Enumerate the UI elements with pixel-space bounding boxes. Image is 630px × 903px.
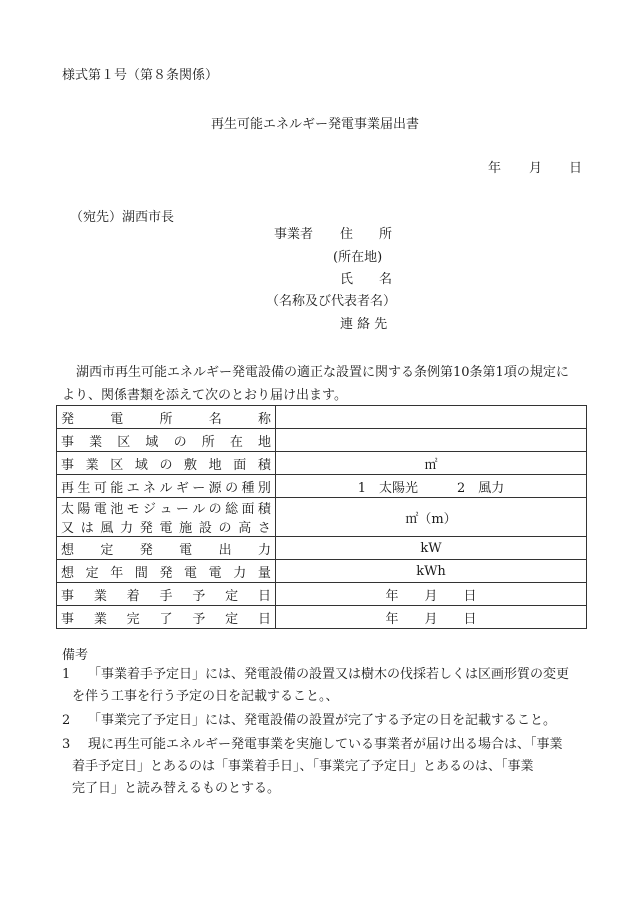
note-text: 現に再生可能エネルギー発電事業を実施している事業者が届け出る場合は、「事業 [88, 737, 563, 752]
note-text: 着手予定日」とあるのは「事業着手日」、「事業完了予定日」とあるのは、「事業 [72, 759, 534, 774]
table-row [57, 537, 587, 560]
row-label [57, 560, 276, 583]
date-month-label: 月 [529, 161, 543, 176]
row-label [57, 537, 276, 560]
row-value[interactable]: kW [276, 537, 587, 560]
row-value[interactable]: 1 太陽光 2 風力 [276, 475, 587, 498]
note-number: 2 [62, 713, 71, 728]
note-number: 3 [62, 737, 71, 752]
date-day-label: 日 [569, 161, 583, 176]
row-label-line: 事 業 区 域 の 所 在 地 [61, 434, 271, 450]
date-year-label: 年 [488, 161, 502, 176]
row-value[interactable]: ㎡ [276, 452, 587, 475]
row-value[interactable] [276, 406, 587, 429]
table-row [57, 475, 587, 498]
note-item [62, 710, 556, 732]
note-text: 完了日」と読み替えるものとする。 [72, 781, 281, 796]
name-label: 氏 名 [340, 272, 393, 287]
row-label-line: 想 定 発 電 出 力 [61, 542, 271, 558]
row-label-line: 発 電 所 名 称 [61, 411, 271, 427]
note-text: 「事業着手予定日」には、発電設備の設置又は樹木の伐採若しくは区画形質の変更 [88, 667, 570, 682]
note-text: を伴う工事を行う予定の日を記載すること。、 [72, 689, 339, 704]
table-row [57, 560, 587, 583]
intro-line-2: より、関係書類を添えて次のとおり届け出ます。 [62, 388, 347, 403]
table-row [57, 406, 587, 429]
row-value[interactable]: kWh [276, 560, 587, 583]
form-number: 様式第１号（第８条関係） [62, 68, 219, 83]
row-label-line: 事 業 区 域 の 敷 地 面 積 [61, 457, 271, 473]
document-title: 再生可能エネルギー発電事業届出書 [210, 117, 419, 132]
table-row [57, 429, 587, 452]
note-number: 1 [62, 667, 71, 682]
row-label-line: 又 は 風 力 発 電 施 設 の 高 さ [61, 521, 271, 536]
row-value[interactable]: 年 月 日 [276, 606, 587, 629]
applicant-role: 事業者 [274, 227, 314, 242]
corporate-name-label: （名称及び代表者名） [266, 294, 397, 309]
row-label-line: 再 生 可 能 エ ネ ル ギ ー 源 の 種 別 [61, 480, 271, 496]
location-label: (所在地) [333, 250, 383, 265]
note-item [62, 664, 569, 708]
notification-table [56, 405, 587, 629]
row-value[interactable]: 年 月 日 [276, 583, 587, 606]
table-row [57, 498, 587, 537]
intro-line-1: 湖西市再生可能エネルギー発電設備の適正な設置に関する条例第10条第1項の規定に [76, 365, 569, 380]
row-label [57, 498, 276, 537]
row-label-line: 事 業 着 手 予 定 日 [61, 588, 271, 604]
note-item [62, 734, 563, 800]
row-value[interactable] [276, 429, 587, 452]
note-text: 「事業完了予定日」には、発電設備の設置が完了する予定の日を記載すること。 [88, 713, 557, 728]
table-row [57, 452, 587, 475]
address-label: 住 所 [340, 227, 393, 242]
table-row [57, 606, 587, 629]
row-label [57, 606, 276, 629]
row-label [57, 406, 276, 429]
addressee: （宛先）湖西市長 [70, 210, 175, 225]
row-label-line: 事 業 完 了 予 定 日 [61, 611, 271, 627]
contact-label: 連 絡 先 [340, 317, 388, 332]
row-label [57, 429, 276, 452]
row-label-line: 太 陽 電 池 モ ジ ュ ー ル の 総 面 積 [61, 502, 271, 517]
row-value[interactable]: ㎡（m） [276, 498, 587, 537]
row-label [57, 452, 276, 475]
row-label [57, 475, 276, 498]
row-label [57, 583, 276, 606]
table-row [57, 583, 587, 606]
row-label-line: 想 定 年 間 発 電 電 力 量 [61, 565, 271, 581]
notes-heading: 備考 [62, 648, 89, 663]
